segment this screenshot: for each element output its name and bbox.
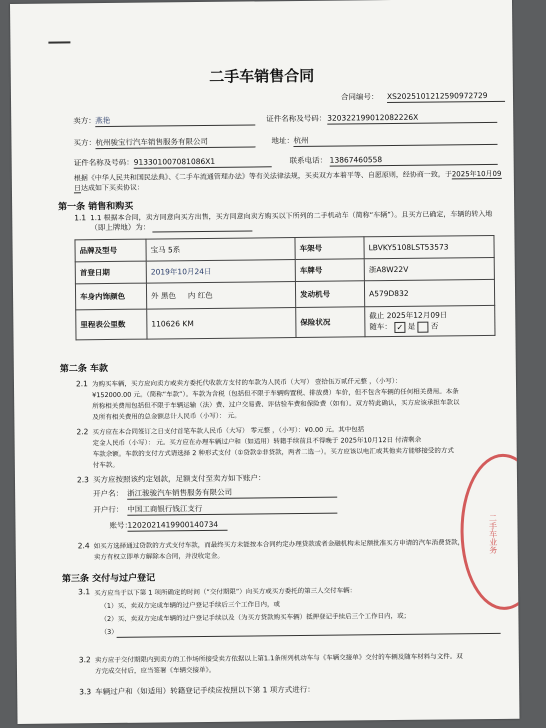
contract-no: XS2025101212590972729: [387, 91, 505, 103]
s11-number: 1.1: [74, 213, 87, 223]
s22-line: 付车款。: [92, 460, 119, 470]
no-checkbox[interactable]: [418, 321, 429, 332]
address-label: 地址：: [271, 136, 294, 146]
s32-number: 3.2: [78, 655, 91, 665]
s22-line: 定金人民币（小写）： 元。买方应在办理车辆过户和（如适用）转籍手续前且不得晚于 2025年10月12日 付清剩余: [92, 435, 422, 448]
yes-label: 是: [407, 322, 416, 332]
s21-lines: [92, 375, 460, 423]
insurance-value: [365, 305, 495, 336]
page-title: 二手车销售合同: [209, 66, 315, 86]
s21-number: 2.1: [75, 379, 88, 389]
color-value: [146, 282, 295, 310]
s21-line: 所称相关费用包括但不限于车辆运输（法）费、过户交易费、评估验车费和保险费（如有）。双方特此确认，买方应该承担车款以: [92, 398, 460, 411]
s31-number: 3.1: [78, 587, 91, 597]
s24-number: 2.4: [77, 541, 90, 551]
s24-line: 如买方选择通过贷款的方式支付车款，而最终买方未能按本合同约定办理贷款或者金融机构未足额批准买方申请的汽车消费贷款，: [93, 538, 465, 551]
s11-line1: 1.1 根据本合同，卖方同意向买方出售，买方同意向卖方购买以下所列的二手机动车（简称“车辆”）。且买方已确定，车辆的转入地: [90, 209, 493, 223]
account-no-label: 账号：: [109, 520, 133, 530]
phone-label: 联系电话：: [289, 155, 328, 166]
seal-text: 二手车业务: [488, 513, 498, 555]
address: 杭州: [293, 134, 497, 147]
table-row: [76, 305, 495, 339]
buyer-id: 913301007081086X1: [134, 156, 272, 168]
km-label: 里程表公里数: [76, 309, 147, 340]
s22-number: 2.2: [76, 427, 89, 437]
s11-blank: [152, 230, 252, 232]
s22-line: 买方应在本合同签订之日支付首笔车款人民币（大写） 零元整 ，（小写）：¥0.00 元。其中包括: [92, 425, 365, 437]
s24-line: 卖方有权立即单方解除本合同，并没收定金。: [93, 551, 224, 562]
s21-line: ¥152000.00 元。（简称“车款”）。车款为含税（包括但不限于车辆购置税、排放费）车价，但不包含车辆的任何相关费用。本条: [92, 387, 459, 400]
plate-label: 车牌号: [295, 259, 364, 282]
s31-line: （1）买、卖双方完成车辆的过户登记手续后三个工作日内，或: [100, 600, 280, 611]
no-label: 否: [430, 321, 439, 331]
s23-number: 2.3: [76, 475, 89, 485]
contract-page: [10, 0, 520, 724]
engine-label: 发动机号: [295, 281, 364, 308]
buyer-id-label: 证件名称及号码：: [73, 157, 134, 168]
s11-line2: （即上牌地）为：: [90, 222, 151, 233]
reg-value: 2019年10月24日: [146, 260, 295, 284]
insurance-label: 保险状况: [296, 307, 365, 338]
pen-mark: [48, 41, 70, 43]
s31-lines: [94, 584, 410, 639]
reg-label: 首登日期: [75, 261, 146, 284]
account-name-label: 开户名：: [93, 488, 124, 499]
color-interior: 内 红色: [187, 290, 213, 301]
buyer-name: 杭州骏宝行汽车销售服务有限公司: [95, 136, 255, 149]
color-label: 车身内饰颜色: [75, 283, 146, 310]
yes-checkbox[interactable]: ✓: [394, 322, 405, 333]
s23-text: 买方应按照该约定划款，足额支付至卖方如下账户：: [92, 473, 266, 485]
engine-value: A579D832: [364, 279, 494, 306]
seller-id: 320322199012082226X: [327, 112, 497, 125]
brand-value: 宝马 5系: [146, 238, 295, 262]
s24-lines: [94, 537, 465, 563]
section1-title: 第一条 销售和购买: [58, 201, 134, 213]
s32-line: 卖方应于交付期限内到卖方的工作场所接受卖方依据以上第1.1条所列机动车与《车辆交接单》交付的车辆及随车材料与文件。双: [94, 652, 463, 665]
section2-title: 第二条 车款: [59, 363, 109, 375]
phone: 13867460558: [330, 154, 498, 167]
intro-text: 根据《中华人民共和国民法典》、《二手车流通管理办法》等有关法律法规，买卖双方本着平等、自愿原则，经协商一致，于: [73, 170, 452, 183]
intro-date: 2025年10月09日: [73, 169, 502, 193]
vin-value: LBVKY5108LST53573: [364, 235, 494, 258]
intro-text-end: 达成如下买卖协议：: [80, 183, 144, 193]
color-exterior: 外 黑色: [151, 291, 177, 301]
s31-line: 买方应当于以下第 1 项所确定的时间（“交付期限”）向买方或买方委托的第三人交付车辆：: [94, 586, 357, 598]
vin-label: 车架号: [295, 237, 364, 260]
s32-lines: [95, 651, 463, 677]
bank-label: 开户行：: [93, 504, 124, 515]
intro-paragraph: [74, 169, 502, 193]
section3-title: 第三条 交付与过户登记: [61, 573, 156, 585]
buyer-label: 买方：: [73, 138, 97, 148]
seller-label: 卖方：: [73, 116, 96, 126]
contract-no-label: 合同编号：: [340, 92, 379, 102]
bank: 中国工商银行钱江支行: [127, 503, 337, 516]
account-no: 1202021419900140734: [127, 520, 227, 532]
s22-lines: [92, 423, 454, 471]
insurance-with-car: [369, 320, 490, 333]
seller-name: 燕艳: [95, 114, 255, 127]
s33-text: 车辆过户和（如适用）转籍登记手续应按照以下第 1 项方式进行：: [95, 684, 315, 697]
brand-label: 品牌及型号: [75, 239, 146, 262]
vehicle-table: [74, 235, 495, 340]
plate-value: 浙A8W22V: [364, 257, 494, 280]
s22-line: 车款余额。车款的支付方式请选择 2 种形式支付（①贷款②非贷款，两者二选一）。买方应该以电汇或其他卖方能够接受的方式: [92, 446, 454, 459]
km-value: 110626 KM: [147, 308, 296, 340]
seller-id-label: 证件名称及号码：: [266, 113, 327, 124]
s21-line: 及所有相关费用的总金额总计人民币（小写）： 元。: [92, 411, 241, 422]
s21-line: 为购买车辆，买方应向卖方或卖方委托代收款方支付的车款为人民币（大写） 壹拾伍万贰仟元整 ，（小写）：: [91, 376, 402, 389]
s33-number: 3.3: [79, 687, 92, 697]
s31-line: （2）买、卖双方完成车辆的过户登记手续以及（为买方贷款购买车辆）抵押登记手续后三个工作日内，或；: [100, 611, 411, 624]
with-car-label: 随车：: [369, 322, 392, 332]
account-name: 浙江骏骏汽车销售服务有限公司: [127, 487, 337, 500]
s31-line: （3）: [100, 627, 118, 637]
s32-line: 方完成交付后，应当签署《车辆交接单》。: [94, 665, 216, 676]
insurance-until: 截止 2025年12月09日: [369, 310, 448, 321]
